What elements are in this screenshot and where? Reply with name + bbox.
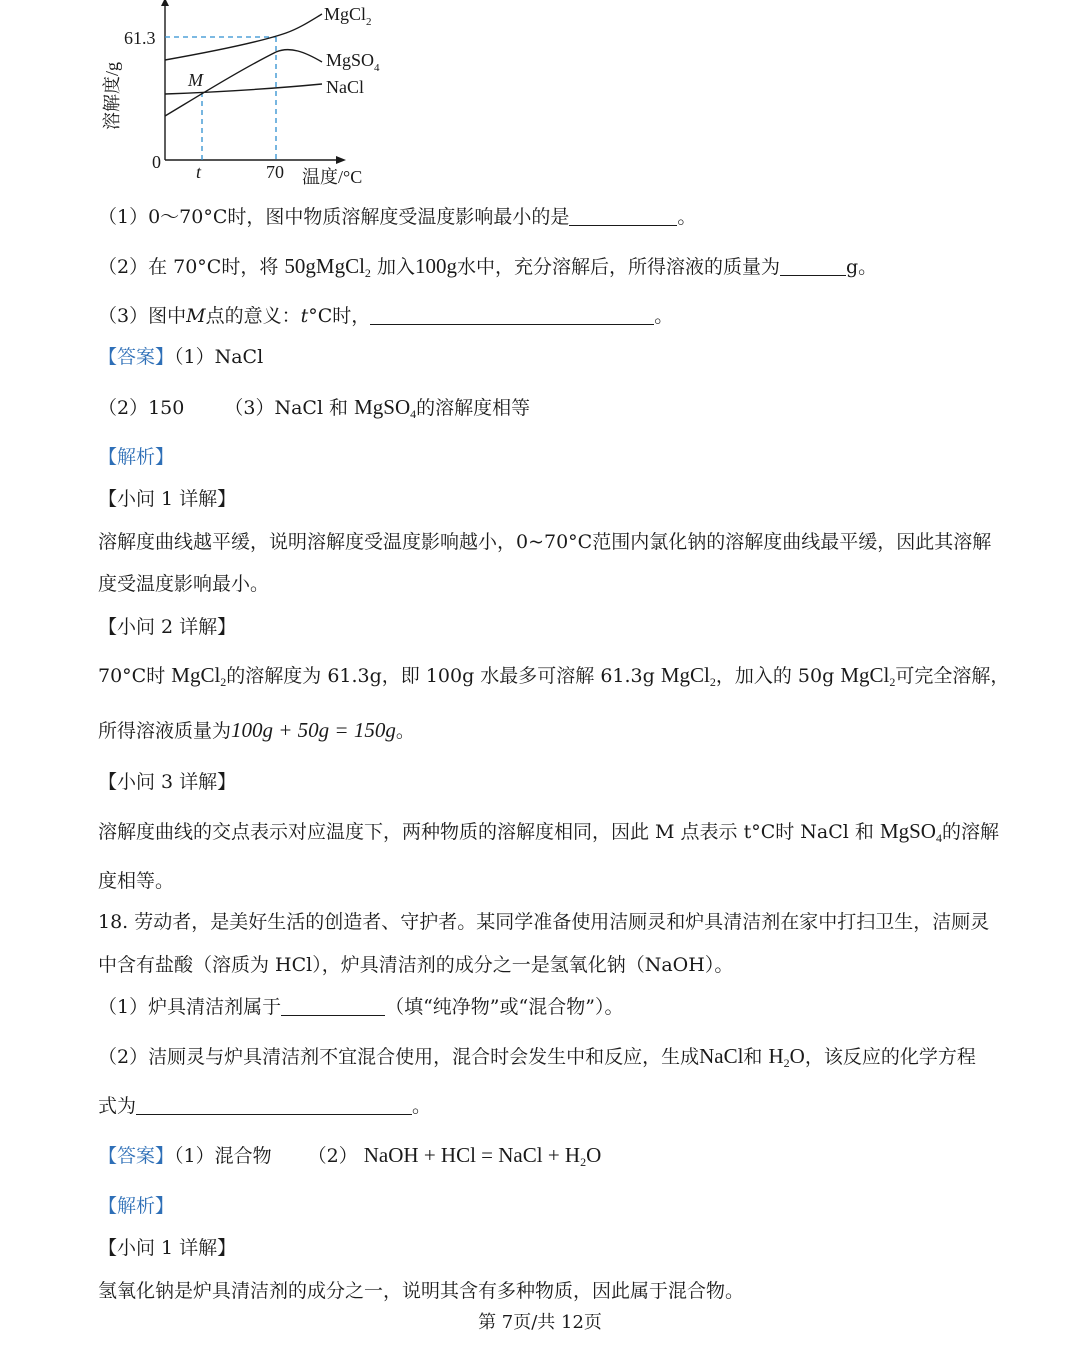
y-tick-61-3: 61.3 [124, 28, 156, 48]
blank-5[interactable] [136, 1096, 412, 1115]
q17-d1-title: 【小问 1 详解】 [98, 488, 237, 510]
curve-mgcl2 [165, 14, 322, 60]
q17-jiexi: 【解析】 [98, 446, 175, 468]
x-tick-t: t [196, 162, 202, 182]
q18-answer: 【答案】（1）混合物 （2） NaOH + HCl = NaCl + $H_2O$ [98, 1143, 602, 1169]
blank-3[interactable] [370, 306, 654, 325]
q17-d3-title: 【小问 3 详解】 [98, 771, 237, 793]
q17-answer: 【答案】（1）NaCl [98, 346, 264, 368]
q18-sub1: （1）炉具清洁剂属于 （填“纯净物”或“混合物”）。 [98, 996, 624, 1018]
point-m-label: M [188, 70, 203, 90]
x-axis-arrow [336, 156, 346, 164]
page-footer: 第 7页/共 12页 [478, 1312, 602, 1333]
q17-d3-line2: 度相等。 [98, 870, 175, 892]
q17-d1-line2: 度受温度影响最小。 [98, 573, 270, 595]
q17-sub1: （1）0～70°C时，图中物质溶解度受温度影响最小的是 。 [98, 206, 697, 228]
q18-d1-title: 【小问 1 详解】 [98, 1237, 237, 1259]
origin-label: 0 [152, 152, 161, 172]
x-tick-70: 70 [266, 162, 284, 182]
legend-mgcl2: MgCl$_2$ [324, 4, 372, 28]
x-axis-label: 温度/°C [302, 167, 363, 187]
blank-2[interactable] [780, 257, 846, 276]
q18-stem-line1: 18. 劳动者，是美好生活的创造者、守护者。某同学准备使用洁厕灵和炉具清洁剂在家中打扫卫生，洁厕灵 [98, 911, 990, 933]
q18-d1-line1: 氢氧化钠是炉具清洁剂的成分之一，说明其含有多种物质，因此属于混合物。 [98, 1280, 745, 1302]
q18-stem-line2: 中含有盐酸（溶质为 HCl），炉具清洁剂的成分之一是氢氧化钠（NaOH）。 [98, 954, 734, 976]
q18-jiexi: 【解析】 [98, 1195, 175, 1217]
q18-sub2-line2: 式为 。 [98, 1095, 432, 1117]
blank-1[interactable] [569, 207, 677, 226]
q18-sub2: （2）洁厕灵与炉具清洁剂不宜混合使用，混合时会发生中和反应，生成NaCl和 $H_2O$，该反应的化学方程 [98, 1044, 976, 1070]
q17-sub3: （3）图中M点的意义：t°C时， 。 [98, 305, 674, 327]
y-axis-arrow [161, 0, 169, 6]
q17-d2-line2: 所得溶液质量为100g + 50g = 150g。 [98, 718, 415, 742]
q17-d2-line1: 70°C时 MgCl$_2$的溶解度为 61.3g，即 100g 水最多可溶解 61.3g MgCl$_2$，加入的 50g MgCl$_2$可完全溶解， [98, 663, 1010, 689]
solubility-chart [90, 0, 410, 195]
legend-nacl: NaCl [326, 77, 364, 97]
q17-d1-line1: 溶解度曲线越平缓，说明溶解度受温度影响越小，0~70°C范围内氯化钠的溶解度曲线最平缓，因此其溶解 [98, 531, 992, 553]
q17-answer-2-3: （2）150 （3）NaCl 和 MgSO$_4$的溶解度相等 [98, 395, 531, 421]
q17-d3-line1: 溶解度曲线的交点表示对应温度下，两种物质的溶解度相同，因此 M 点表示 t°C时 NaCl 和 MgSO$_4$的溶解 [98, 819, 999, 845]
blank-4[interactable] [281, 997, 385, 1016]
legend-mgso4: MgSO$_4$ [326, 50, 380, 74]
y-axis-label: 溶解度/g [102, 61, 122, 130]
q17-d2-title: 【小问 2 详解】 [98, 616, 237, 638]
q17-sub2: （2）在 70°C时，将 50gMgCl$_2$ 加入100g水中，充分溶解后，所得溶液的质量为 g。 [98, 254, 878, 280]
